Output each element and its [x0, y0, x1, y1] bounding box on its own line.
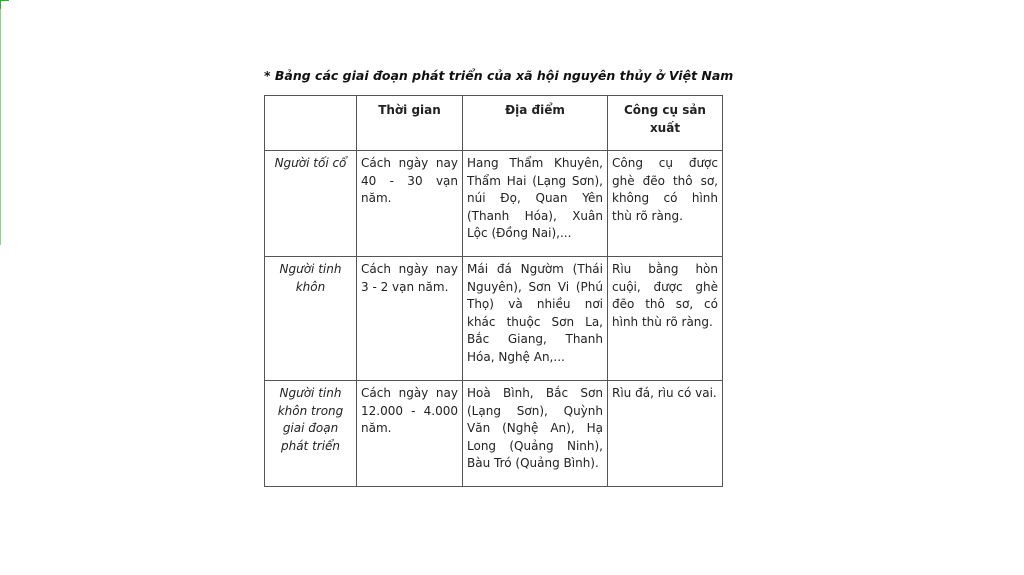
table-row [265, 381, 723, 487]
stages-table [264, 95, 723, 487]
place-cell: Hang Thẩm Khuyên, Thẩm Hai (Lạng Sơn), núi Đọ, Quan Yên (Thanh Hóa), Xuân Lộc (Đồng Nai),... [463, 151, 608, 257]
place-cell: Mái đá Ngườm (Thái Nguyên), Sơn Vi (Phú Thọ) và nhiều nơi khác thuộc Sơn La, Bắc Giang, Thanh Hóa, Nghệ An,... [463, 257, 608, 381]
table-row [265, 151, 723, 257]
time-cell: Cách ngày nay 12.000 - 4.000 năm. [357, 381, 463, 487]
stage-cell: Người tinh khôn [265, 257, 357, 381]
stage-cell: Người tinh khôn trong giai đoạn phát triển [265, 381, 357, 487]
header-place: Địa điểm [463, 96, 608, 151]
time-cell: Cách ngày nay 40 - 30 vạn năm. [357, 151, 463, 257]
tools-cell: Rìu đá, rìu có vai. [608, 381, 723, 487]
header-time: Thời gian [357, 96, 463, 151]
left-edge-line [0, 0, 1, 245]
header-tools: Công cụ sản xuất [608, 96, 723, 151]
corner-mark [0, 0, 9, 9]
header-stage [265, 96, 357, 151]
tools-cell: Rìu bằng hòn cuội, được ghè đẽo thô sơ, có hình thù rõ ràng. [608, 257, 723, 381]
stage-cell: Người tối cổ [265, 151, 357, 257]
time-cell: Cách ngày nay 3 - 2 vạn năm. [357, 257, 463, 381]
place-cell: Hoà Bình, Bắc Sơn (Lạng Sơn), Quỳnh Văn (Nghệ An), Hạ Long (Quảng Ninh), Bàu Tró (Quảng Bình). [463, 381, 608, 487]
tools-cell: Công cụ được ghè đẽo thô sơ, không có hình thù rõ ràng. [608, 151, 723, 257]
table-row [265, 257, 723, 381]
table-title: * Bảng các giai đoạn phát triển của xã hội nguyên thủy ở Việt Nam [264, 68, 734, 83]
header-row [265, 96, 723, 151]
